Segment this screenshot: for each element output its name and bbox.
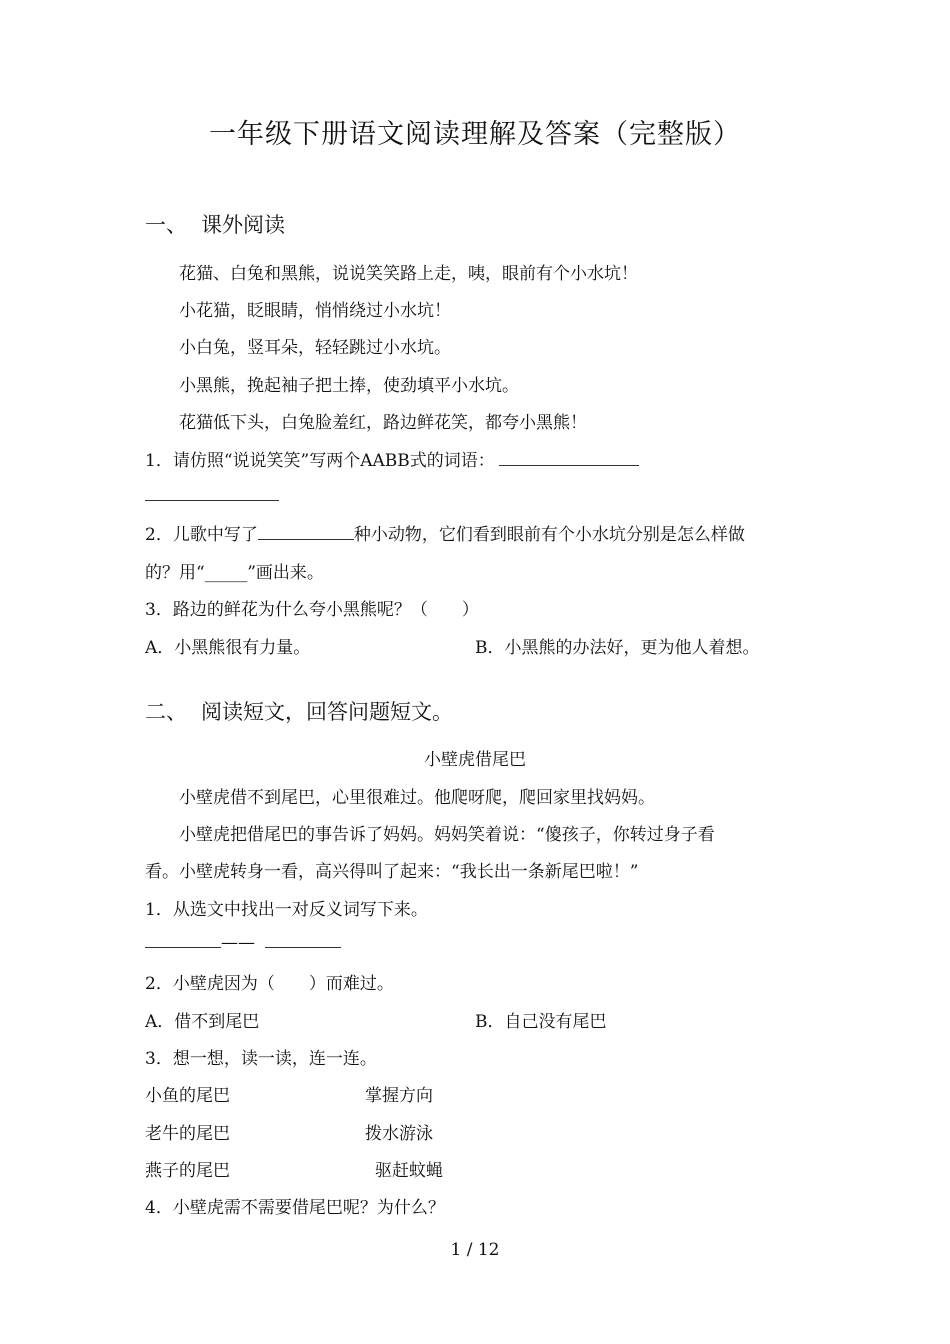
s2-question-1: 1．从选文中找出一对反义词写下来。 [145, 900, 428, 920]
s2-q1-answer-blank-1[interactable] [145, 946, 221, 948]
match-left-1[interactable]: 小鱼的尾巴 [145, 1086, 230, 1106]
s1-q1-answer-blank[interactable] [499, 464, 639, 466]
s1-q2-text-a: 2．儿歌中写了 [145, 525, 258, 545]
page-title: 一年级下册语文阅读理解及答案（完整版） [209, 119, 741, 150]
section1-number: 一、 [145, 213, 187, 237]
passage2-line-1: 小壁虎借不到尾巴，心里很难过。他爬呀爬，爬回家里找妈妈。 [179, 788, 655, 808]
s2-q1-answer-blank-2[interactable] [265, 946, 341, 948]
s1-question-2 [145, 520, 745, 545]
s2-q2-option-b[interactable]: B．自己没有尾巴 [475, 1012, 607, 1032]
s1-q2-text-b: 种小动物，它们看到眼前有个小水坑分别是怎么样做 [353, 525, 745, 545]
section2-title: 阅读短文，回答问题短文。 [201, 700, 453, 724]
passage2-line-2: 小壁虎把借尾巴的事告诉了妈妈。妈妈笑着说：“傻孩子，你转过身子看 [179, 825, 715, 845]
s1-question-1 [145, 446, 639, 471]
match-right-2[interactable]: 拨水游泳 [365, 1124, 433, 1144]
s1-q2-answer-blank[interactable] [258, 538, 354, 540]
s2-q2-option-a[interactable]: A．借不到尾巴 [145, 1012, 260, 1032]
section1-heading [145, 209, 285, 239]
s2-q1-answer-row [145, 933, 341, 953]
s2-question-2: 2．小壁虎因为（ ）而难过。 [145, 974, 394, 994]
match-left-2[interactable]: 老牛的尾巴 [145, 1124, 230, 1144]
match-right-1[interactable]: 掌握方向 [365, 1086, 433, 1106]
passage1-line-5: 花猫低下头，白兔脸羞红，路边鲜花笑，都夸小黑熊！ [179, 413, 587, 433]
s1-q3-option-a[interactable]: A．小黑熊很有力量。 [145, 638, 311, 658]
passage1-line-1: 花猫、白兔和黑熊，说说笑笑路上走，咦，眼前有个小水坑！ [179, 264, 638, 284]
section2-heading [145, 696, 453, 726]
s1-q1-answer-blank-2-row [145, 486, 279, 506]
section2-number: 二、 [145, 700, 187, 724]
page-number: 1 / 12 [450, 1240, 500, 1260]
story-title: 小壁虎借尾巴 [424, 750, 526, 770]
passage1-line-2: 小花猫，眨眼睛，悄悄绕过小水坑！ [179, 301, 451, 321]
s1-question-2-cont: 的？用“_____”画出来。 [145, 563, 324, 583]
passage1-line-3: 小白兔，竖耳朵，轻轻跳过小水坑。 [179, 338, 451, 358]
s1-q1-answer-blank-2[interactable] [145, 499, 279, 501]
s2-question-3: 3．想一想，读一读，连一连。 [145, 1049, 377, 1069]
match-right-3[interactable]: 驱赶蚊蝇 [375, 1161, 443, 1181]
s1-question-3: 3．路边的鲜花为什么夸小黑熊呢？（ ） [145, 600, 479, 620]
s1-q3-option-b[interactable]: B．小黑熊的办法好，更为他人着想。 [475, 638, 760, 658]
passage2-line-3: 看。小壁虎转身一看，高兴得叫了起来：“我长出一条新尾巴啦！” [145, 862, 639, 882]
match-left-3[interactable]: 燕子的尾巴 [145, 1161, 230, 1181]
section1-title: 课外阅读 [201, 213, 285, 237]
passage1-line-4: 小黑熊，挽起袖子把土捧，使劲填平小水坑。 [179, 376, 519, 396]
s2-q1-dash: —— [221, 933, 255, 953]
s1-q1-text: 1．请仿照“说说笑笑”写两个AABB式的词语： [145, 451, 495, 471]
s2-question-4: 4．小壁虎需不需要借尾巴呢？为什么？ [145, 1198, 445, 1218]
